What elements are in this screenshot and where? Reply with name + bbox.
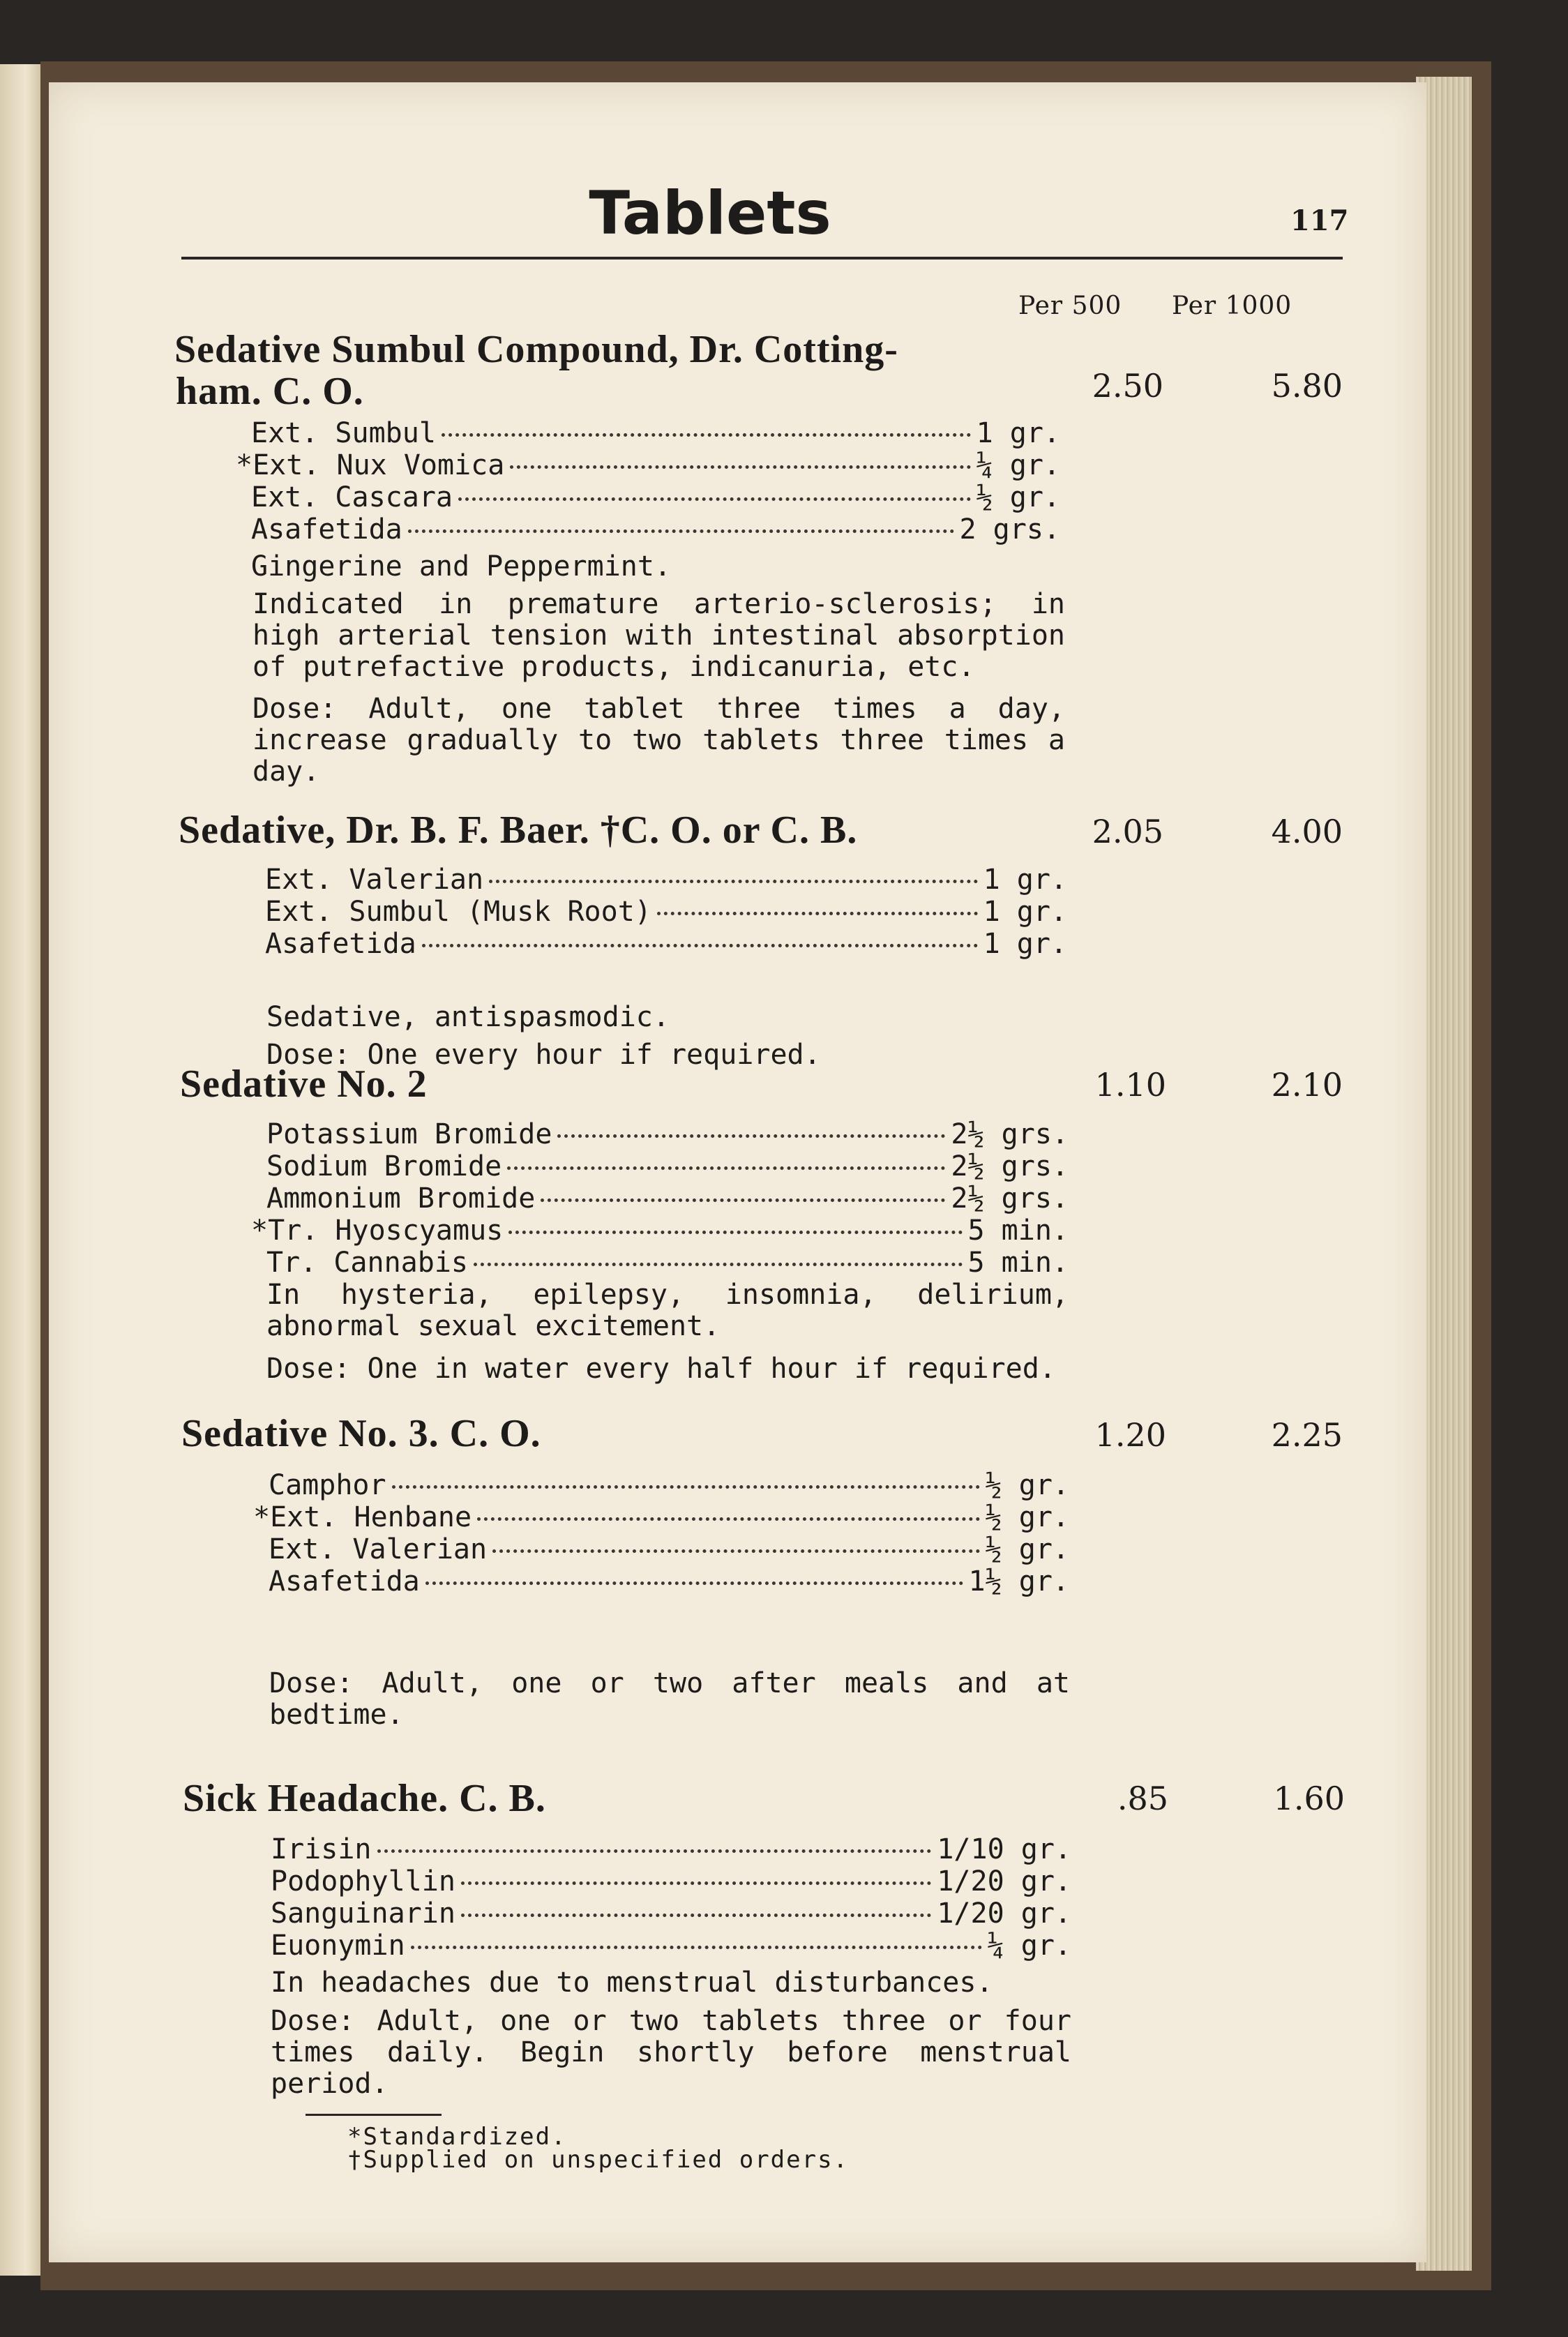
ingredient-row: [269, 1469, 1069, 1501]
ingredient-name: Tr. Cannabis: [266, 1247, 468, 1279]
dot-leader: [425, 1581, 963, 1585]
entry-dose: Dose: Adult, one or two tablets three or four times daily. Begin shortly before menstrual period.: [271, 2005, 1071, 2100]
ingredient-row: [271, 1898, 1071, 1930]
ingredient-quantity: 1 gr.: [983, 896, 1067, 928]
ingredient-quantity: ¼ gr.: [987, 1930, 1071, 1962]
ingredient-row: [265, 928, 1067, 960]
ingredient-quantity: ¼ gr.: [976, 449, 1060, 481]
ingredient-name: Ext. Cascara: [251, 481, 453, 513]
ingredient-quantity: ½ gr.: [985, 1469, 1069, 1501]
dot-leader: [377, 1849, 932, 1853]
ingredient-row: [266, 1182, 1069, 1215]
ingredient-quantity: 1½ gr.: [968, 1565, 1069, 1598]
ingredient-name: Asafetida: [265, 928, 416, 960]
dot-leader: [492, 1549, 980, 1553]
ingredient-name: Sanguinarin: [271, 1898, 455, 1930]
price-per-500: 2.05: [1092, 813, 1163, 850]
ingredient-quantity: 1/20 gr.: [937, 1865, 1071, 1898]
ingredient-list: [265, 864, 1067, 960]
ingredient-quantity: ½ gr.: [985, 1501, 1069, 1533]
dot-leader: [461, 1914, 931, 1917]
ingredient-quantity: 2½ grs.: [951, 1118, 1069, 1150]
ingredient-name: Sodium Bromide: [266, 1150, 502, 1182]
book-page: [49, 82, 1426, 2262]
ingredient-name: Podophyllin: [271, 1865, 455, 1898]
ingredient-row: [251, 481, 1060, 513]
page-number: 117: [1290, 204, 1349, 237]
ingredient-row: [253, 1501, 1069, 1533]
ingredient-row: [251, 417, 1060, 449]
dot-leader: [422, 944, 978, 947]
ingredient-row: [265, 896, 1067, 928]
ingredient-quantity: 1 gr.: [976, 417, 1060, 449]
ingredient-list: [251, 1118, 1069, 1279]
ingredient-quantity: 2 grs.: [959, 513, 1060, 546]
dot-leader: [510, 465, 970, 469]
entry-indication: In headaches due to menstrual disturbances.: [271, 1967, 993, 1999]
ingredient-quantity: ½ gr.: [985, 1533, 1069, 1565]
entry-dose: Dose: One in water every half hour if required.: [266, 1353, 1056, 1385]
facing-page-edge: [0, 64, 43, 2276]
entry-indication: Sedative, antispasmodic.: [266, 1001, 670, 1033]
ingredient-name: *Ext. Henbane: [253, 1501, 472, 1533]
ingredient-row: [265, 864, 1067, 896]
entry-title: Sedative No. 2: [180, 1062, 428, 1106]
dot-leader: [541, 1198, 945, 1202]
ingredient-row: [251, 513, 1060, 546]
ingredient-name: *Tr. Hyoscyamus: [251, 1215, 504, 1247]
price-per-1000: 2.25: [1271, 1416, 1343, 1454]
dot-leader: [507, 1166, 945, 1170]
dot-leader: [458, 497, 971, 501]
ingredient-quantity: 5 min.: [967, 1247, 1069, 1279]
ingredient-list: [236, 417, 1060, 546]
ingredient-name: Camphor: [269, 1469, 386, 1501]
entry-indication: In hysteria, epilepsy, insomnia, delirium, abnormal sexual excitement.: [266, 1279, 1069, 1342]
dot-leader: [442, 433, 971, 437]
dot-leader: [557, 1134, 945, 1138]
entry-title: Sick Headache. C. B.: [183, 1777, 546, 1820]
ingredient-quantity: 1/10 gr.: [937, 1833, 1071, 1865]
ingredient-row: [271, 1833, 1071, 1865]
entry-title: Sedative, Dr. B. F. Baer. †C. O. or C. B.: [179, 809, 858, 852]
ingredient-name: Potassium Bromide: [266, 1118, 552, 1150]
ingredient-list: [271, 1833, 1071, 1962]
footnote-rule: [306, 2114, 442, 2116]
price-per-1000: 1.60: [1273, 1780, 1345, 1817]
ingredient-name: *Ext. Nux Vomica: [236, 449, 505, 481]
price-per-500: 2.50: [1092, 367, 1163, 405]
dot-leader: [508, 1231, 962, 1234]
price-per-500: .85: [1117, 1780, 1168, 1817]
ingredient-row: [266, 1150, 1069, 1182]
entry-title: Sedative No. 3. C. O.: [181, 1412, 541, 1455]
price-per-1000: 4.00: [1271, 813, 1343, 850]
ingredient-row: [266, 1247, 1069, 1279]
ingredient-quantity: 2½ grs.: [951, 1150, 1069, 1182]
dot-leader: [411, 1946, 982, 1949]
column-header-per-500: Per 500: [1018, 292, 1122, 320]
dot-leader: [477, 1517, 980, 1521]
entry-extra-note: Gingerine and Peppermint.: [251, 550, 672, 583]
entry-title: Sedative Sumbul Compound, Dr. Cotting-: [174, 328, 898, 371]
entry-title-continued: ham. C. O.: [176, 370, 364, 413]
price-per-1000: 2.10: [1271, 1066, 1343, 1104]
ingredient-name: Asafetida: [269, 1565, 420, 1598]
ingredient-row: [271, 1865, 1071, 1898]
ingredient-row: [269, 1565, 1069, 1598]
ingredient-name: Ext. Valerian: [265, 864, 484, 896]
entry-dose: Dose: Adult, one tablet three times a day, increase gradually to two tablets three times a day.: [252, 693, 1065, 788]
price-per-500: 1.10: [1094, 1066, 1166, 1104]
entry-dose: Dose: One every hour if required.: [266, 1039, 821, 1071]
entry-indication: Indicated in premature arterio-sclerosis; in high arterial tension with intestinal absorption of putrefactive products, indicanuria, etc.: [252, 588, 1065, 683]
dot-leader: [408, 529, 954, 533]
ingredient-name: Euonymin: [271, 1930, 405, 1962]
ingredient-quantity: 1 gr.: [983, 864, 1067, 896]
ingredient-row: [271, 1930, 1071, 1962]
dot-leader: [489, 880, 978, 883]
dot-leader: [392, 1485, 980, 1489]
entry-dose: Dose: Adult, one or two after meals and at bedtime.: [269, 1667, 1070, 1731]
price-per-500: 1.20: [1094, 1416, 1166, 1454]
ingredient-quantity: 5 min.: [967, 1215, 1069, 1247]
ingredient-name: Ext. Sumbul: [251, 417, 436, 449]
ingredient-name: Ext. Valerian: [269, 1533, 488, 1565]
ingredient-quantity: 2½ grs.: [951, 1182, 1069, 1215]
ingredient-row: [269, 1533, 1069, 1565]
ingredient-row: [266, 1118, 1069, 1150]
dot-leader: [461, 1881, 931, 1885]
ingredient-name: Ammonium Bromide: [266, 1182, 536, 1215]
page-content: [49, 82, 1426, 2262]
ingredient-quantity: 1 gr.: [983, 928, 1067, 960]
ingredient-list: [253, 1469, 1069, 1598]
ingredient-name: Ext. Sumbul (Musk Root): [265, 896, 651, 928]
dot-leader: [657, 912, 978, 915]
running-head: Tablets: [589, 179, 831, 248]
ingredient-quantity: ½ gr.: [976, 481, 1060, 513]
footnote-standardized: *Standardized.: [347, 2123, 567, 2151]
ingredient-row: [251, 1215, 1069, 1247]
ingredient-name: Irisin: [271, 1833, 372, 1865]
ingredient-quantity: 1/20 gr.: [937, 1898, 1071, 1930]
column-header-per-1000: Per 1000: [1172, 292, 1292, 320]
ingredient-row: [236, 449, 1060, 481]
footnote-unspecified-orders: †Supplied on unspecified orders.: [347, 2146, 850, 2174]
dot-leader: [474, 1263, 963, 1266]
header-rule: [181, 257, 1343, 260]
ingredient-name: Asafetida: [251, 513, 402, 546]
price-per-1000: 5.80: [1271, 367, 1343, 405]
